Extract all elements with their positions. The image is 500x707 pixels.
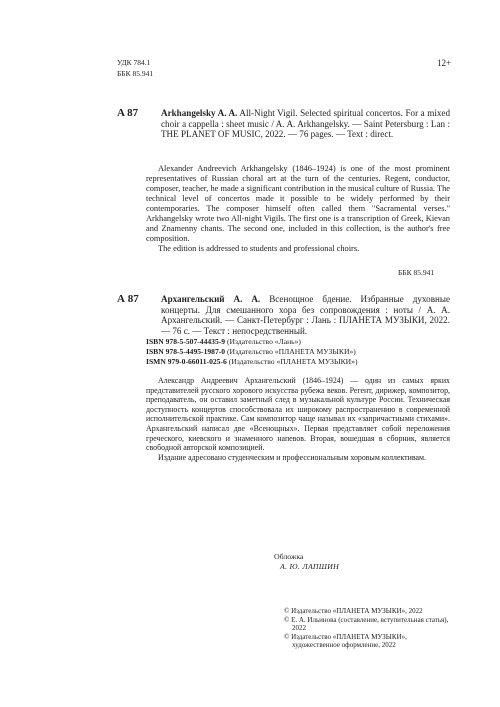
ismn-line (146, 357, 450, 367)
isbn-list (146, 337, 450, 368)
cover-credit-label: Обложка (274, 552, 304, 561)
english-entry-text: All-Night Vigil. Selected spiritual concertos. For a mixed choir a cappella : sheet music / A. A. Arkhangelsky. — Saint Petersburg : Lan : THE PLANET OF MUSIC, 2022. — 76 pages. — Text : direct. (161, 108, 450, 140)
udc-code: УДК 784.1 (117, 58, 151, 67)
english-abstract-paragraph: The edition is addressed to students and professional choirs. (158, 244, 360, 253)
age-rating: 12+ (437, 58, 452, 68)
english-abstract (146, 164, 450, 254)
english-entry-code: A 87 (117, 107, 139, 119)
isbn-number: ISBN 978-5-4495-1987-0 (146, 347, 226, 357)
isbn-line (146, 347, 450, 357)
cover-credit-name (280, 562, 339, 572)
isbn-number: ISBN 978-5-507-44435-9 (146, 337, 226, 346)
bbk-code-repeat: ББК 85.941 (398, 268, 435, 277)
russian-abstract-paragraph: Александр Андреевич Архангельский (1846–1924) — один из самых ярких представителей русского хорового искусства рубежа веков. Регент, дирижер, композитор, преподаватель, он оставил заметный след в музыкальной культуре России. Техническая доступность концертов способствовала их широкому распространению в современной исполнительской практике. Сам композитор чаще называл их «запричастными стихами». Архангельский написал две «Всенощных». Первая представляет собой переложения греческого, киевского и знаменного напевов. Вторая, вошедшая в сборник, является свободной авторской композицией. (146, 376, 450, 453)
english-abstract-paragraph: Alexander Andreevich Arkhangelsky (1846–1924) is one of the most prominent representatives of Russian choral art at the turn of the centuries. Regent, conductor, composer, teacher, he made a significant contribution in the musical culture of Russia. The technical level of concertos made it possible to be widely performed by their contemporaries. The composer himself often called them "Sacramental verses." Arkhangelsky wrote two All-night Vigils. The first one is a transcription of Greek, Kievan and Znamenny chants. The second one, included in this collection, is the author's free composition. (146, 164, 450, 243)
copyright-line: © Е. А. Ильинова (составление, вступительная статья), 2022 (284, 615, 449, 633)
russian-entry (161, 294, 450, 336)
copyright-block (284, 607, 452, 650)
isbn-publisher: (Издательство «Лань») (227, 337, 301, 346)
isbn-publisher: (Издательство «ПЛАНЕТА МУЗЫКИ») (227, 347, 356, 357)
ismn-publisher: (Издательство «ПЛАНЕТА МУЗЫКИ») (228, 357, 358, 367)
english-entry (161, 108, 450, 140)
russian-entry-code: А 87 (117, 293, 139, 305)
russian-entry-text: Всенощное бдение. Избранные духовные концерты. Для смешанного хора без сопровождения : ноты / А. А. Архангельский. — Санкт-Петербург : Лань : ПЛАНЕТА МУЗЫКИ, 2022. — 76 с. — Текст : непосредственный. (161, 294, 450, 336)
copyright-line: © Издательство «ПЛАНЕТА МУЗЫКИ», 2022 (284, 607, 423, 615)
russian-abstract-paragraph: Издание адресовано студенческим и профессиональным хоровым коллективам. (158, 452, 426, 462)
copyright-line: © Издательство «ПЛАНЕТА МУЗЫКИ», художественное оформление, 2022 (284, 632, 407, 650)
ismn-number: ISMN 979-0-66011-025-6 (146, 357, 227, 367)
english-entry-author: Arkhangelsky A. A. (161, 108, 238, 118)
russian-abstract (146, 376, 450, 462)
cover-artist-name: А. Ю. ЛАПШИН (280, 562, 340, 571)
russian-entry-author: Архангельский А. А. (161, 294, 261, 304)
bbk-code: ББК 85.941 (117, 69, 154, 78)
isbn-line (146, 337, 450, 347)
